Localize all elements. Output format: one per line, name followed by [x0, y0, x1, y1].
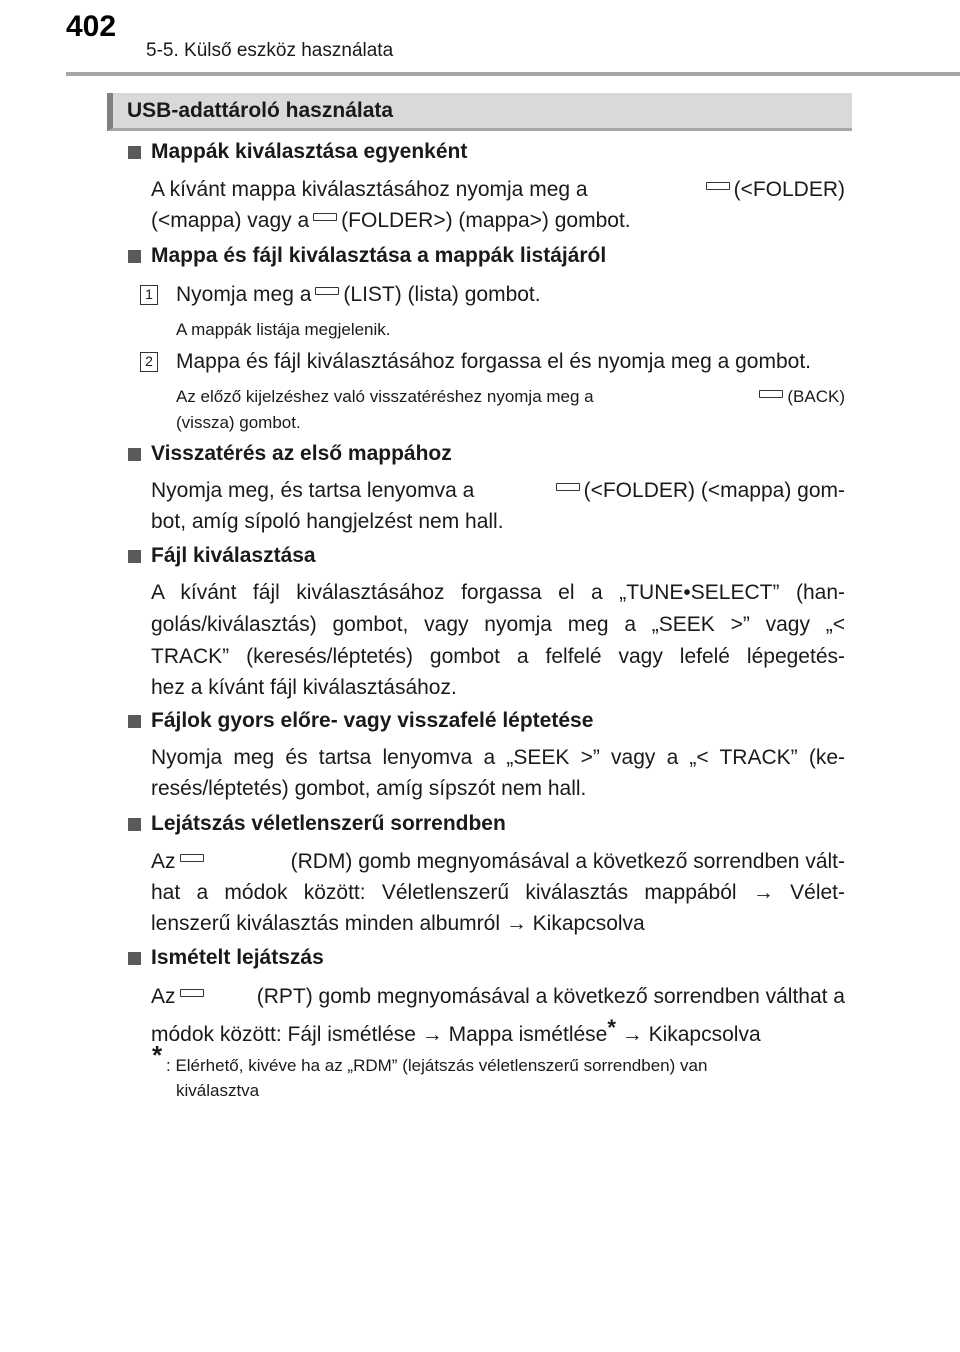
footnote-text: kiválasztva	[176, 1081, 260, 1100]
heading-folders-each: Mappák kiválasztása egyenként	[151, 140, 468, 163]
step-note: A mappák listája megjelenik.	[176, 320, 391, 339]
button-icon	[315, 287, 339, 295]
section-header	[107, 93, 852, 131]
heading-return-first: Visszatérés az első mappához	[151, 442, 452, 465]
footnote-text: : Elérhető, kivéve ha az „RDM” (lejátszás véletlenszerű sorrendben) van	[166, 1056, 708, 1075]
paragraph-line: Nyomja meg, és tartsa lenyomva a (<FOLDER) (<mappa) gom-	[151, 479, 845, 502]
footnote-marker: *	[607, 1015, 616, 1040]
paragraph-line: Az (RDM) gomb megnyomásával a következő sorrendben vált-	[151, 850, 845, 873]
heading-folder-list: Mappa és fájl kiválasztása a mappák listájáról	[151, 244, 607, 267]
paragraph-line: (<mappa) vagy a (FOLDER>) (mappa>) gombot.	[151, 209, 631, 232]
bullet-square-icon	[128, 952, 141, 965]
page-number: 402	[66, 10, 117, 43]
heading-repeat: Ismételt lejátszás	[151, 946, 324, 969]
section-title: USB-adattároló használata	[127, 99, 394, 122]
heading-random: Lejátszás véletlenszerű sorrendben	[151, 812, 506, 835]
footnote-star: *	[152, 1040, 163, 1070]
bullet-square-icon	[128, 715, 141, 728]
paragraph-line: TRACK” (keresés/léptetés) gombot a felfelé vagy lefelé lépegetés-	[151, 645, 845, 668]
heading-fast: Fájlok gyors előre- vagy visszafelé léptetése	[151, 709, 594, 732]
step-text: Nyomja meg a (LIST) (lista) gombot.	[176, 283, 541, 306]
step-note: Az előző kijelzéshez való visszatéréshez nyomja meg a (BACK)	[176, 387, 845, 406]
step-note: (vissza) gombot.	[176, 413, 301, 432]
step-text: Mappa és fájl kiválasztásához forgassa el és nyomja meg a gombot.	[176, 350, 811, 373]
bullet-square-icon	[128, 448, 141, 461]
bullet-square-icon	[128, 818, 141, 831]
step-number: 2	[140, 352, 158, 372]
bullet-square-icon	[128, 250, 141, 263]
heading-file-select: Fájl kiválasztása	[151, 544, 316, 567]
paragraph-line: resés/léptetés) gombot, amíg sípszót nem hall.	[151, 777, 587, 800]
button-icon	[313, 213, 337, 221]
paragraph-line: bot, amíg sípoló hangjelzést nem hall.	[151, 510, 504, 533]
button-icon	[706, 182, 730, 190]
paragraph-line: golás/kiválasztás) gombot, vagy nyomja meg a „SEEK >” vagy „<	[151, 613, 845, 636]
paragraph-line: Nyomja meg és tartsa lenyomva a „SEEK >” vagy a „< TRACK” (ke-	[151, 746, 845, 769]
chapter-title: 5-5. Külső eszköz használata	[146, 40, 394, 61]
bullet-square-icon	[128, 146, 141, 159]
header-rule	[66, 72, 960, 76]
button-icon	[759, 390, 783, 398]
paragraph-line: hez a kívánt fájl kiválasztásához.	[151, 676, 457, 699]
button-icon	[556, 483, 580, 491]
paragraph-line: A kívánt mappa kiválasztásához nyomja meg a (<FOLDER)	[151, 178, 845, 201]
paragraph-line: Az (RPT) gomb megnyomásával a következő sorrendben válthat a	[151, 985, 845, 1008]
bullet-square-icon	[128, 550, 141, 563]
step-number: 1	[140, 285, 158, 305]
button-icon	[180, 989, 204, 997]
paragraph-line: A kívánt fájl kiválasztásához forgassa el a „TUNE•SELECT” (han-	[151, 581, 845, 604]
button-icon	[180, 854, 204, 862]
paragraph-line: módok között: Fájl ismétlése → Mappa ismétlése* → Kikapcsolva	[151, 1015, 761, 1046]
paragraph-line: hat a módok között: Véletlenszerű kiválasztás mappából → Vélet-	[151, 881, 845, 904]
paragraph-line: lenszerű kiválasztás minden albumról → Kikapcsolva	[151, 912, 645, 935]
